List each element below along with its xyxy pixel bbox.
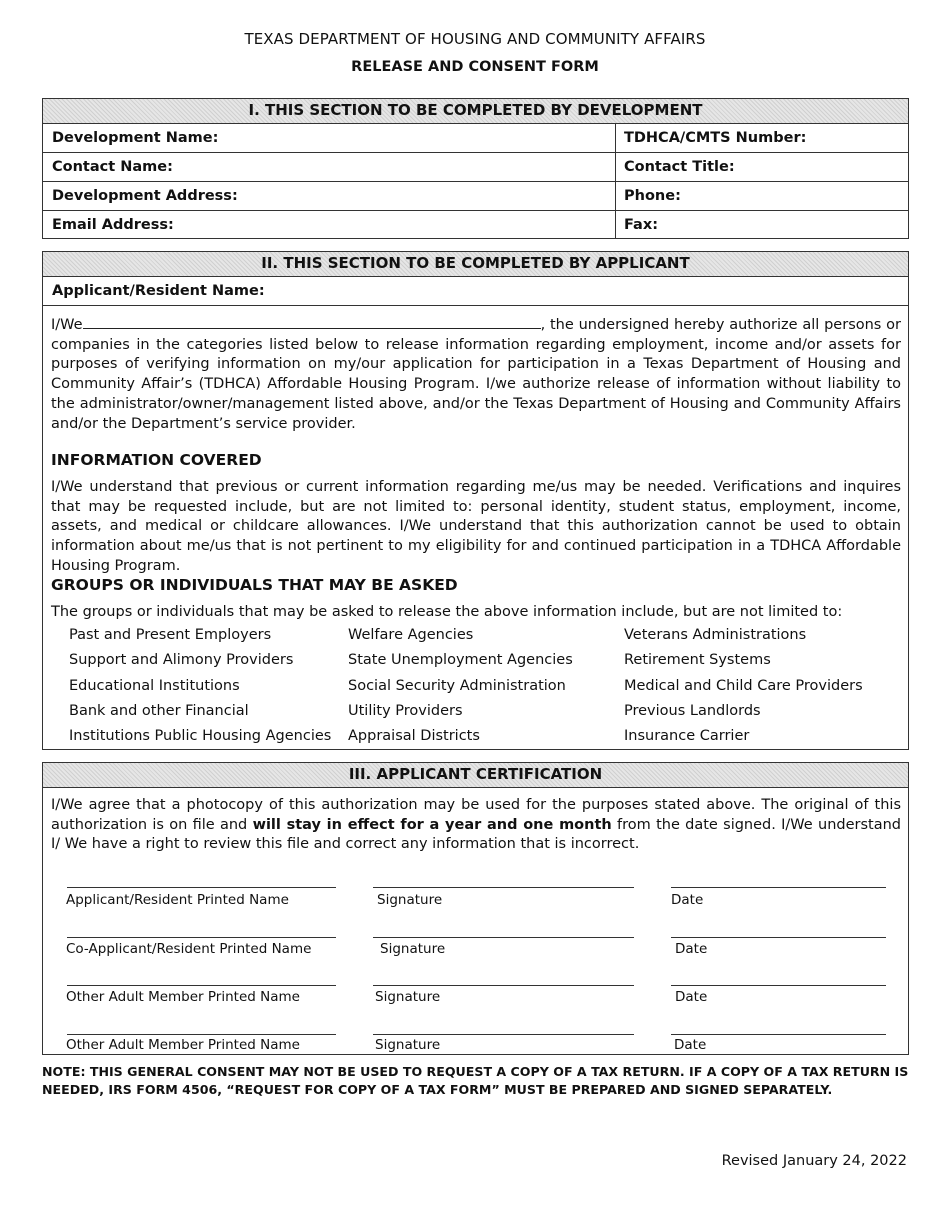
revision-date: Revised January 24, 2022	[721, 1153, 907, 1169]
section-2-heading: II. THIS SECTION TO BE COMPLETED BY APPLICANT	[43, 252, 908, 277]
section-3-heading: III. APPLICANT CERTIFICATION	[43, 763, 908, 788]
date-label: Date	[674, 1037, 707, 1053]
certification-text-emphasis: will stay in effect for a year and one month	[252, 816, 612, 833]
applicant-name-field[interactable]: Applicant/Resident Name:	[43, 277, 908, 306]
form-title: RELEASE AND CONSENT FORM	[351, 59, 599, 75]
group-item: Support and Alimony Providers	[69, 652, 294, 669]
signature-line[interactable]	[373, 985, 634, 986]
groups-intro: The groups or individuals that may be asked to release the above information include, but are not limited to:	[51, 604, 843, 620]
groups-column-3	[624, 623, 863, 749]
groups-heading: GROUPS OR INDIVIDUALS THAT MAY BE ASKED	[51, 576, 458, 594]
printed-name-label: Other Adult Member Printed Name	[66, 1037, 300, 1053]
agency-title: TEXAS DEPARTMENT OF HOUSING AND COMMUNITY AFFAIRS	[244, 30, 706, 48]
auth-text: , the undersigned hereby authorize all persons or companies in the categories listed below to release information regarding employment, income and/or assets for purposes of verifying information on my/our application for participation in a Texas Department of Housing and Community Affair’s (TDHCA) Affordable Housing Program. I/we authorize release of information without liability to the administrator/owner/management listed above, and/or the Texas Department of Housing and Community Affairs and/or the Department’s service provider.	[51, 317, 901, 432]
information-covered-text: I/We understand that previous or current information regarding me/us may be needed. Verifications and inquires that may be requested include, but are not limited to: personal identity, student status, employment, income, assets, and medical or childcare allowances. I/We understand that this authorization cannot be used to obtain information about me/us that is not pertinent to my eligibility for and continued participation in a TDHCA Affordable Housing Program.	[51, 479, 901, 574]
tdhca-cmts-number-field[interactable]: TDHCA/CMTS Number:	[624, 130, 807, 146]
printed-name-line[interactable]	[67, 937, 336, 938]
signature-label: Signature	[375, 989, 441, 1005]
tax-return-note: NOTE: THIS GENERAL CONSENT MAY NOT BE USED TO REQUEST A COPY OF A TAX RETURN. IF A COPY OF A TAX RETURN IS NEEDED, IRS FORM 4506, “REQUEST FOR COPY OF A TAX FORM” MUST BE PREPARED AND SIGNED SEPARATELY.	[42, 1064, 909, 1097]
authorization-paragraph	[51, 314, 901, 434]
form-row	[43, 124, 908, 153]
groups-column-1	[69, 623, 331, 749]
group-item: Retirement Systems	[624, 652, 771, 669]
information-covered-heading: INFORMATION COVERED	[51, 451, 262, 469]
printed-name-line[interactable]	[67, 1034, 336, 1035]
signature-label: Signature	[380, 941, 446, 957]
certification-text-part: from the date signed. I/We understand I/ We have a right to review this file and correct any information that is incorrect.	[51, 816, 901, 853]
section-certification	[42, 762, 909, 1055]
group-item: Institutions Public Housing Agencies	[69, 728, 332, 745]
signature-line[interactable]	[373, 887, 634, 888]
group-item: State Unemployment Agencies	[348, 652, 573, 669]
printed-name-line[interactable]	[67, 887, 336, 888]
printed-name-label: Other Adult Member Printed Name	[66, 989, 300, 1005]
development-name-field[interactable]: Development Name:	[43, 124, 616, 152]
contact-name-field[interactable]: Contact Name:	[43, 153, 616, 181]
group-item: Insurance Carrier	[624, 728, 750, 745]
group-item: Bank and other Financial	[69, 702, 249, 719]
group-item: Past and Present Employers	[69, 627, 272, 643]
group-item: Previous Landlords	[624, 702, 761, 719]
certification-text-part: I/We agree that a photocopy of this authorization may be used for the purposes stated above. The original of this authorization is on file and	[51, 797, 901, 833]
contact-title-field[interactable]: Contact Title:	[624, 159, 735, 175]
signature-label: Signature	[377, 892, 443, 908]
email-address-field[interactable]: Email Address:	[43, 211, 616, 239]
printed-name-line[interactable]	[67, 985, 336, 986]
signature-line[interactable]	[373, 937, 634, 938]
date-label: Date	[675, 941, 708, 957]
printed-name-label: Co-Applicant/Resident Printed Name	[66, 941, 312, 957]
auth-prefix: I/We	[51, 317, 83, 333]
certification-text	[51, 796, 901, 855]
group-item: Medical and Child Care Providers	[624, 677, 863, 694]
group-item: Veterans Administrations	[624, 627, 807, 643]
date-line[interactable]	[671, 937, 886, 938]
date-line[interactable]	[671, 1034, 886, 1035]
printed-name-label: Applicant/Resident Printed Name	[66, 892, 289, 908]
fax-field[interactable]: Fax:	[624, 217, 658, 233]
date-line[interactable]	[671, 887, 886, 888]
signature-label: Signature	[375, 1037, 441, 1053]
form-row	[43, 211, 908, 239]
group-item: Educational Institutions	[69, 677, 240, 694]
development-address-field[interactable]: Development Address:	[43, 182, 616, 210]
date-label: Date	[675, 989, 708, 1005]
phone-field[interactable]: Phone:	[624, 188, 681, 204]
signature-line[interactable]	[373, 1034, 634, 1035]
authorizer-name-line[interactable]	[83, 314, 541, 329]
date-label: Date	[671, 892, 704, 908]
group-item: Welfare Agencies	[348, 627, 474, 643]
group-item: Appraisal Districts	[348, 728, 480, 745]
group-item: Social Security Administration	[348, 677, 566, 694]
section-1-heading: I. THIS SECTION TO BE COMPLETED BY DEVELOPMENT	[43, 99, 908, 124]
group-item: Utility Providers	[348, 702, 463, 719]
date-line[interactable]	[671, 985, 886, 986]
form-row	[43, 182, 908, 211]
groups-column-2	[348, 623, 573, 749]
form-row	[43, 153, 908, 182]
section-development	[42, 98, 909, 239]
section-applicant	[42, 251, 909, 750]
